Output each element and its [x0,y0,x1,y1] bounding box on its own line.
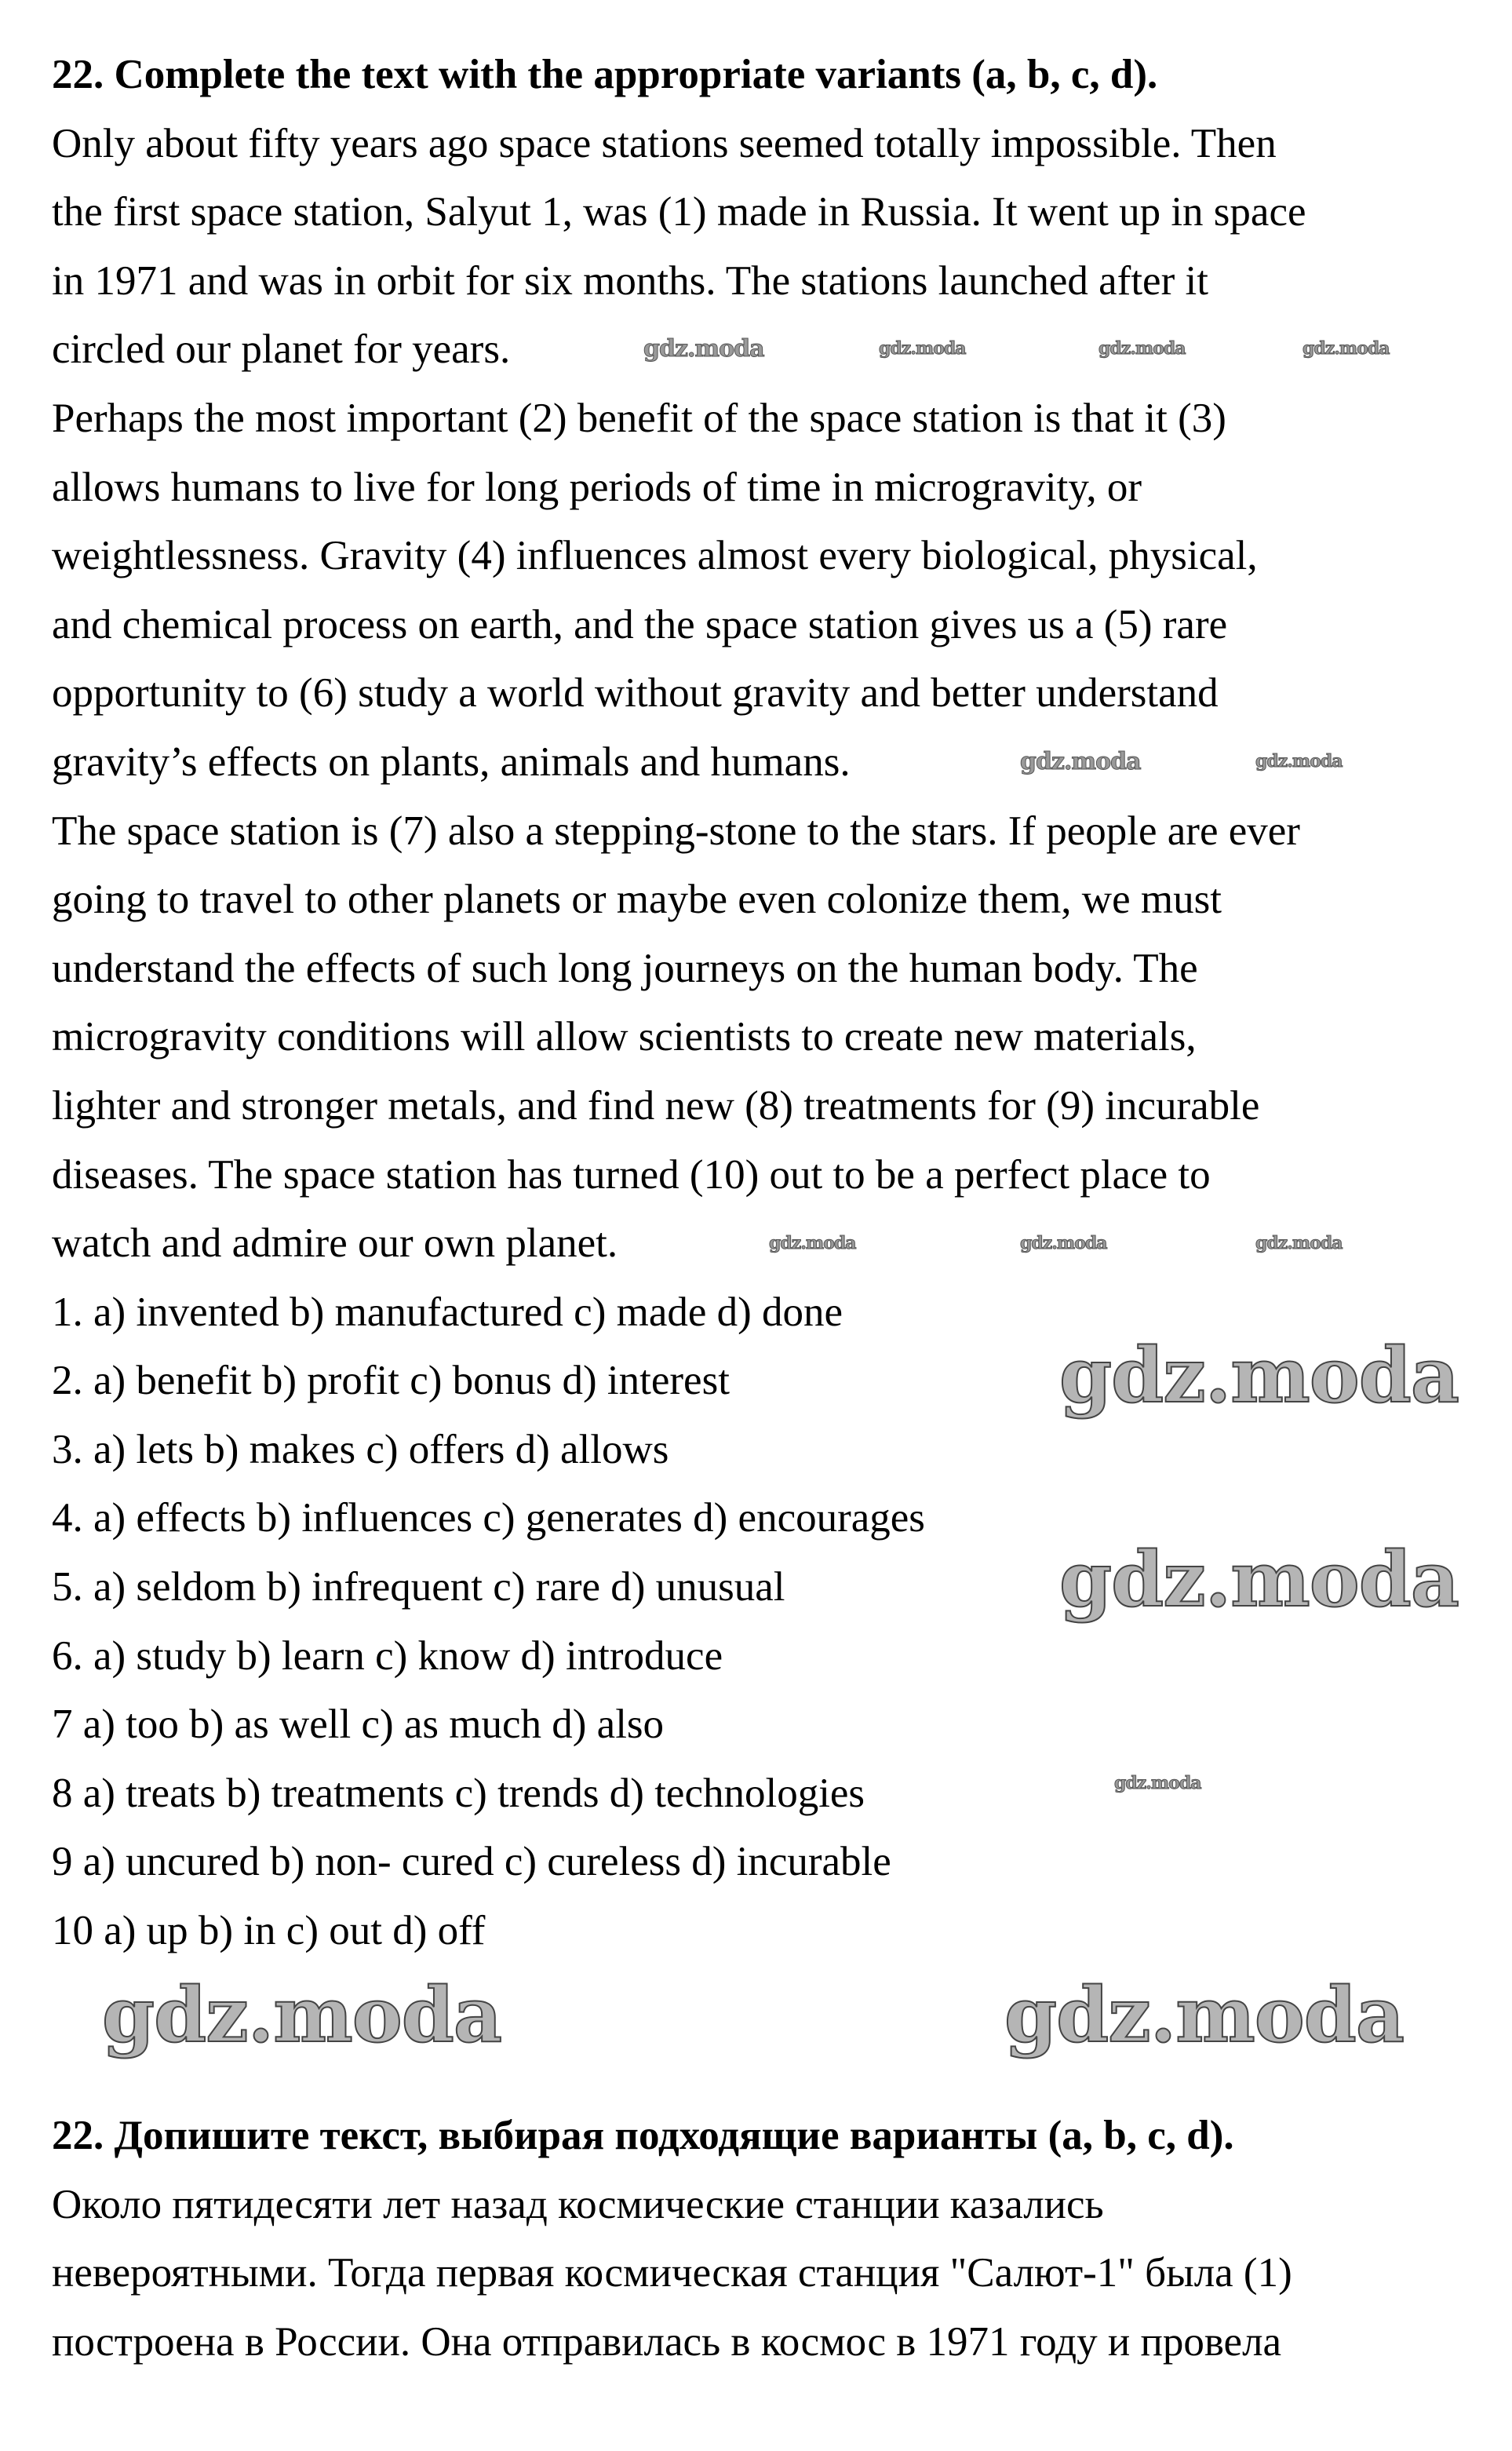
russian-exercise [52,2102,1480,2376]
passage-line: opportunity to (6) study a world without gravity and better understand [52,670,1219,717]
passage-line: diseases. The space station has turned (10) out to be a perfect place to [52,1151,1211,1198]
passage-line: Only about fifty years ago space stations seemed totally impossible. Then [52,120,1277,166]
passage-line: in 1971 and was in orbit for six months. The stations launched after it [52,257,1208,304]
passage [52,110,1480,1278]
passage-line-ru: невероятными. Тогда первая космическая станция "Салют-1" была (1) [52,2250,1292,2296]
watermark: gdz.moda [1020,1233,1107,1253]
watermark: gdz.moda [769,1233,856,1253]
passage-line: allows humans to live for long periods of time in microgravity, or [52,464,1142,510]
option-line: 3. a) lets b) makes c) offers d) allows [52,1426,669,1472]
passage-line: going to travel to other planets or maybe even colonize them, we must [52,877,1222,923]
passage-line-ru: построена в России. Она отправилась в космос в 1971 году и провела [52,2318,1282,2365]
watermark: gdz.moda [1255,751,1343,771]
watermark: gdz.moda [1255,1233,1343,1253]
passage-line: the first space station, Salyut 1, was (1) made in Russia. It went up in space [52,189,1306,235]
passage-line-ru: Около пятидесяти лет назад космические станции казались [52,2181,1104,2227]
passage-line: circled our planet for years. [52,326,511,373]
option-line: 9 a) uncured b) non- cured c) cureless d) incurable [52,1839,891,1885]
option-line: 4. a) effects b) influences c) generates d) encourages [52,1495,925,1541]
passage-line: gravity’s effects on plants, animals and humans. [52,739,851,785]
english-exercise [52,41,1480,1966]
watermark: gdz.moda [1020,748,1141,775]
option-line: 10 a) up b) in c) out d) off [52,1908,486,1954]
option-line: 1. a) invented b) manufactured c) made d) done [52,1289,843,1335]
watermark: gdz.moda [1303,338,1390,359]
passage-line: and chemical process on earth, and the space station gives us a (5) rare [52,601,1228,647]
option-line: 8 a) treats b) treatments c) trends d) technologies [52,1770,865,1816]
watermark: gdz.moda [102,1971,502,2059]
passage-line: microgravity conditions will allow scientists to create new materials, [52,1014,1197,1060]
watermark: gdz.moda [1098,338,1186,359]
option-line: 5. a) seldom b) infrequent c) rare d) unusual [52,1564,785,1610]
watermark: gdz.moda [1114,1773,1201,1793]
watermark: gdz.moda [1059,1535,1459,1624]
passage-line: weightlessness. Gravity (4) influences almost every biological, physical, [52,533,1258,579]
passage-line: The space station is (7) also a stepping-stone to the stars. If people are ever [52,808,1300,854]
exercise-title: 22. Complete the text with the appropriate variants (a, b, c, d). [52,52,1158,97]
watermark: gdz.moda [1059,1331,1459,1420]
passage-line: watch and admire our own planet. [52,1220,618,1267]
passage-line: Perhaps the most important (2) benefit of the space station is that it (3) [52,395,1226,441]
option-line: 6. a) study b) learn c) know d) introduce [52,1632,723,1679]
exercise-title-ru: 22. Допишите текст, выбирая подходящие варианты (a, b, c, d). [52,2113,1234,2158]
option-line: 7 a) too b) as well c) as much d) also [52,1701,665,1748]
watermark: gdz.moda [879,338,966,359]
watermark: gdz.moda [643,335,764,363]
watermark: gdz.moda [1004,1971,1405,2059]
passage-line: understand the effects of such long journeys on the human body. The [52,945,1198,991]
option-line: 2. a) benefit b) profit c) bonus d) interest [52,1358,730,1404]
passage-line: lighter and stronger metals, and find new (8) treatments for (9) incurable [52,1082,1260,1129]
